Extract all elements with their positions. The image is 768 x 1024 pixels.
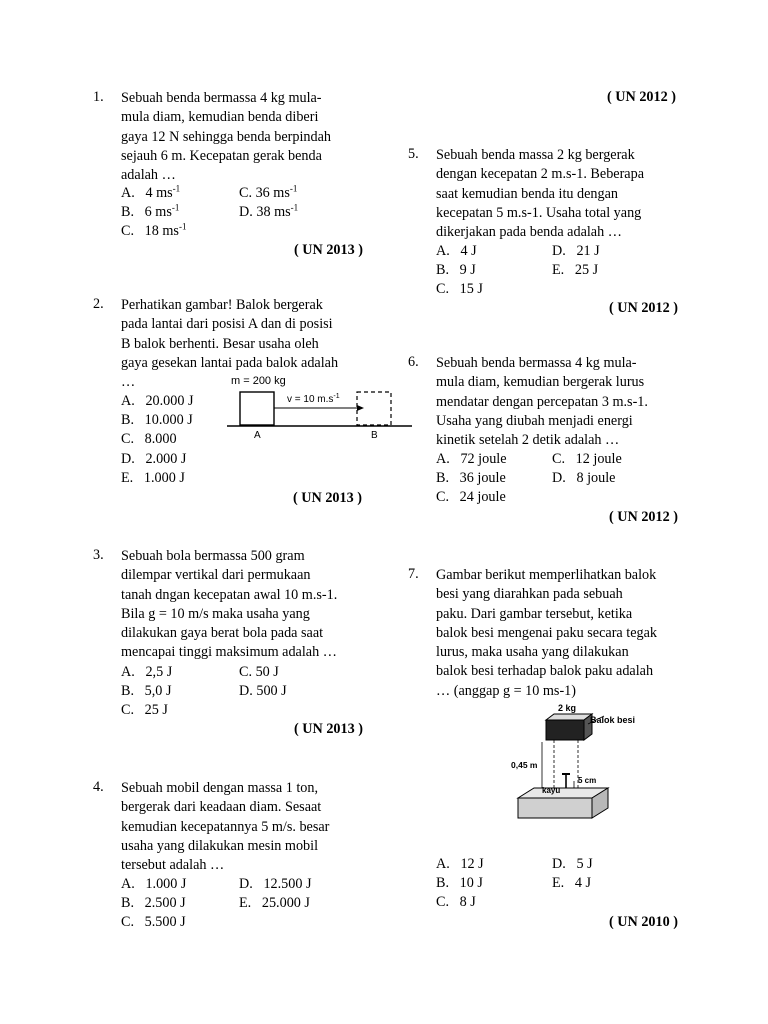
option-a[interactable] bbox=[121, 392, 194, 411]
option-a[interactable] bbox=[121, 875, 186, 894]
option-value: 10.000 J bbox=[144, 412, 193, 428]
option-label: A. bbox=[121, 664, 135, 680]
option-c2[interactable] bbox=[121, 701, 168, 720]
option-value: 36 joule bbox=[459, 470, 506, 486]
option-c2[interactable] bbox=[436, 488, 506, 507]
text-line: kemudian kecepatannya 5 m/s. besar bbox=[121, 818, 330, 835]
text-line: besi yang diarahkan pada sebuah bbox=[436, 586, 623, 603]
text-line: Perhatikan gambar! Balok bergerak bbox=[121, 297, 323, 313]
option-label: D. bbox=[552, 243, 566, 259]
option-value: 2.000 J bbox=[145, 451, 187, 467]
option-c2[interactable] bbox=[121, 222, 186, 241]
option-value: 5.500 J bbox=[144, 914, 186, 930]
option-value: 2,5 J bbox=[145, 664, 173, 680]
text-line: gaya gesekan lantai pada balok adalah bbox=[121, 354, 339, 371]
option-value: 4 J bbox=[574, 875, 592, 891]
option-sup: -1 bbox=[171, 202, 180, 213]
question-6 bbox=[408, 354, 678, 529]
question-text bbox=[436, 354, 677, 450]
question-source: ( UN 2010 ) bbox=[609, 914, 678, 930]
option-d[interactable] bbox=[239, 682, 287, 701]
option-label: B. bbox=[121, 683, 135, 699]
text-line: adalah … bbox=[121, 167, 176, 184]
option-label: B. bbox=[121, 204, 135, 220]
text-line: gaya 12 N sehingga benda berpindah bbox=[121, 128, 331, 145]
option-b[interactable] bbox=[436, 874, 483, 893]
option-a[interactable] bbox=[121, 184, 180, 203]
option-c[interactable] bbox=[436, 280, 483, 299]
option-value: 4 ms bbox=[145, 185, 173, 201]
arrow-head bbox=[357, 405, 364, 411]
option-sup: -1 bbox=[290, 202, 299, 213]
option-e[interactable] bbox=[121, 469, 185, 488]
iron-block-figure bbox=[508, 702, 658, 832]
option-label: D. bbox=[239, 683, 253, 699]
option-d[interactable] bbox=[121, 450, 186, 469]
header-source: ( UN 2012 ) bbox=[607, 89, 676, 105]
text-line: Sebuah mobil dengan massa 1 ton, bbox=[121, 780, 319, 796]
option-label: D. bbox=[552, 470, 566, 486]
option-value: 21 J bbox=[576, 243, 600, 259]
depth-label: 5 cm bbox=[578, 776, 597, 785]
option-value: 2.500 J bbox=[144, 895, 186, 911]
text-line: … bbox=[121, 374, 136, 391]
option-label: C. bbox=[121, 431, 135, 447]
option-label: E. bbox=[121, 470, 134, 486]
question-7 bbox=[408, 566, 678, 936]
option-label: A. bbox=[436, 243, 450, 259]
question-1 bbox=[93, 89, 363, 274]
question-source: ( UN 2013 ) bbox=[294, 242, 363, 258]
option-b[interactable] bbox=[121, 682, 171, 701]
option-value: 8 joule bbox=[576, 470, 616, 486]
option-sup: -1 bbox=[178, 221, 187, 232]
option-sup: -1 bbox=[172, 183, 181, 194]
option-value: 20.000 J bbox=[145, 393, 194, 409]
option-label: C. bbox=[239, 664, 253, 680]
text-line: kinetik setelah 2 detik adalah … bbox=[436, 432, 620, 449]
option-value: 15 J bbox=[459, 281, 483, 297]
option-c[interactable] bbox=[121, 430, 177, 449]
options bbox=[436, 450, 677, 510]
options bbox=[436, 242, 677, 302]
option-label: D. bbox=[121, 451, 135, 467]
question-text bbox=[121, 779, 362, 875]
option-c[interactable] bbox=[436, 893, 476, 912]
option-value: 72 joule bbox=[460, 451, 507, 467]
option-value: 10 J bbox=[459, 875, 483, 891]
text-line: mula diam, kemudian bergerak lurus bbox=[436, 374, 645, 391]
height-label: 0,45 m bbox=[511, 760, 538, 770]
option-value: 25 J bbox=[144, 702, 168, 718]
option-label: C. bbox=[239, 185, 253, 201]
option-b[interactable] bbox=[436, 469, 506, 488]
text-line: paku. Dari gambar tersebut, ketika bbox=[436, 605, 633, 622]
options bbox=[121, 663, 362, 723]
option-value: 38 ms bbox=[256, 204, 291, 220]
option-label: A. bbox=[121, 393, 135, 409]
question-text bbox=[121, 89, 362, 185]
option-e[interactable] bbox=[552, 874, 591, 893]
option-a[interactable] bbox=[436, 242, 477, 261]
point-a-label: A bbox=[254, 430, 261, 441]
option-c[interactable] bbox=[239, 184, 297, 203]
question-number: 3. bbox=[93, 547, 104, 563]
text-line: … (anggap g = 10 ms-1) bbox=[436, 682, 576, 699]
text-line: sejauh 6 m. Kecepatan gerak benda bbox=[121, 147, 322, 164]
nail-head bbox=[562, 773, 570, 775]
option-value: 36 ms bbox=[255, 185, 290, 201]
text-line: dilakukan gaya berat bola pada saat bbox=[121, 625, 324, 642]
option-label: D. bbox=[239, 876, 253, 892]
option-label: E. bbox=[552, 875, 565, 891]
text-line: balok besi mengenai paku secara tegak bbox=[436, 624, 657, 641]
question-text bbox=[121, 547, 362, 663]
text-line: saat kemudian benda itu dengan bbox=[436, 185, 619, 202]
wood-front bbox=[518, 798, 592, 818]
option-value: 4 J bbox=[460, 243, 477, 259]
question-source: ( UN 2012 ) bbox=[609, 300, 678, 316]
option-label: C. bbox=[121, 223, 135, 239]
text-line: tanah dngan kecepatan awal 10 m.s-1. bbox=[121, 586, 338, 603]
text-line: usaha yang dilakukan mesin mobil bbox=[121, 837, 319, 854]
text-line: pada lantai dari posisi A dan di posisi bbox=[121, 316, 333, 333]
text-line: mula diam, kemudian benda diberi bbox=[121, 109, 319, 126]
option-a[interactable] bbox=[121, 663, 172, 682]
option-label: C. bbox=[121, 702, 135, 718]
text-line: Sebuah bola bermassa 500 gram bbox=[121, 548, 305, 564]
option-d[interactable] bbox=[239, 875, 312, 894]
option-label: B. bbox=[121, 412, 135, 428]
option-label: C. bbox=[552, 451, 566, 467]
option-value: 1.000 J bbox=[143, 470, 185, 486]
option-label: B. bbox=[436, 262, 450, 278]
text-line: Sebuah benda bermassa 4 kg mula- bbox=[121, 90, 322, 106]
question-source: ( UN 2012 ) bbox=[609, 509, 678, 525]
velocity-label: v = 10 $m.s^{-1}$ bbox=[287, 393, 340, 405]
option-label: A. bbox=[436, 856, 450, 872]
option-value: 5,0 J bbox=[144, 683, 172, 699]
option-a[interactable] bbox=[436, 450, 507, 469]
option-value: 12.500 J bbox=[263, 876, 312, 892]
option-label: C. bbox=[436, 281, 450, 297]
option-value: 500 J bbox=[256, 683, 287, 699]
question-4 bbox=[93, 779, 363, 939]
option-value: 8 J bbox=[459, 894, 476, 910]
option-d[interactable] bbox=[552, 855, 593, 874]
block-a bbox=[240, 392, 274, 425]
option-b[interactable] bbox=[121, 894, 186, 913]
iron-block-front bbox=[546, 720, 584, 740]
option-label: A. bbox=[121, 876, 135, 892]
text-line: dilempar vertikal dari permukaan bbox=[121, 567, 311, 584]
option-value: 12 joule bbox=[575, 451, 622, 467]
point-b-label: B bbox=[371, 430, 378, 441]
option-a[interactable] bbox=[436, 855, 484, 874]
text-line: Usaha yang diubah menjadi energi bbox=[436, 412, 633, 429]
option-value: 5 J bbox=[576, 856, 593, 872]
option-c[interactable] bbox=[239, 663, 279, 682]
option-label: B. bbox=[436, 875, 450, 891]
option-label: E. bbox=[239, 895, 252, 911]
option-b[interactable] bbox=[121, 203, 179, 222]
option-b[interactable] bbox=[121, 411, 193, 430]
option-label: A. bbox=[436, 451, 450, 467]
question-source: ( UN 2013 ) bbox=[294, 721, 363, 737]
question-number: 4. bbox=[93, 779, 104, 795]
option-value: 6 ms bbox=[144, 204, 172, 220]
question-number: 1. bbox=[93, 89, 104, 105]
option-value: 12 J bbox=[460, 856, 484, 872]
text-line: Bila g = 10 m/s maka usaha yang bbox=[121, 605, 310, 622]
option-label: B. bbox=[121, 895, 135, 911]
option-label: D. bbox=[239, 204, 253, 220]
option-c[interactable] bbox=[552, 450, 622, 469]
text-line: mencapai tinggi maksimum adalah … bbox=[121, 644, 337, 661]
question-number: 6. bbox=[408, 354, 419, 370]
option-label: D. bbox=[552, 856, 566, 872]
option-c[interactable] bbox=[121, 913, 186, 932]
text-line: lurus, maka usaha yang dilakukan bbox=[436, 644, 629, 661]
block-label: Balok besi bbox=[590, 715, 636, 725]
option-label: B. bbox=[436, 470, 450, 486]
option-d[interactable] bbox=[239, 203, 298, 222]
options bbox=[436, 855, 677, 915]
question-number: 5. bbox=[408, 146, 419, 162]
options bbox=[121, 875, 362, 935]
option-label: E. bbox=[552, 262, 565, 278]
options bbox=[121, 392, 231, 492]
option-value: 25 J bbox=[574, 262, 599, 278]
question-5 bbox=[408, 146, 678, 321]
text-line: balok besi terhadap balok paku adalah bbox=[436, 663, 654, 680]
text-line: Sebuah benda bermassa 4 kg mula- bbox=[436, 355, 637, 371]
text-line: dengan kecepatan 2 m.s-1. Beberapa bbox=[436, 166, 644, 183]
question-text bbox=[436, 146, 677, 242]
option-e[interactable] bbox=[239, 894, 310, 913]
text-line: B balok berhenti. Besar usaha oleh bbox=[121, 335, 319, 352]
options bbox=[121, 184, 362, 244]
text-line: mendatar dengan percepatan 3 m.s-1. bbox=[436, 393, 648, 410]
option-d[interactable] bbox=[552, 469, 615, 488]
text-line: bergerak dari keadaan diam. Sesaat bbox=[121, 799, 322, 816]
question-text bbox=[436, 566, 677, 701]
option-value: 25.000 J bbox=[261, 895, 310, 911]
option-value: 8.000 bbox=[144, 431, 177, 447]
mass-label: 2 kg bbox=[558, 703, 577, 713]
option-b[interactable] bbox=[436, 261, 476, 280]
question-3 bbox=[93, 547, 363, 742]
option-value: 24 joule bbox=[459, 489, 506, 505]
block-motion-figure bbox=[227, 372, 417, 444]
option-e[interactable] bbox=[552, 261, 598, 280]
text-line: dikerjakan pada benda adalah … bbox=[436, 224, 622, 241]
question-number: 2. bbox=[93, 296, 104, 312]
option-value: 18 ms bbox=[144, 223, 179, 239]
option-label: C. bbox=[121, 914, 135, 930]
wood-label: kayu bbox=[542, 786, 561, 795]
text-line: Gambar berikut memperlihatkan balok bbox=[436, 567, 657, 583]
text-line: tersebut adalah … bbox=[121, 857, 225, 874]
question-2 bbox=[93, 296, 423, 511]
option-value: 9 J bbox=[459, 262, 476, 278]
option-d[interactable] bbox=[552, 242, 600, 261]
option-value: 1.000 J bbox=[145, 876, 187, 892]
option-value: 50 J bbox=[255, 664, 279, 680]
question-source: ( UN 2013 ) bbox=[293, 490, 362, 506]
question-number: 7. bbox=[408, 566, 419, 582]
text-line: kecepatan 5 m.s-1. Usaha total yang bbox=[436, 204, 642, 221]
option-label: C. bbox=[436, 894, 450, 910]
option-label: C. bbox=[436, 489, 450, 505]
text-line: Sebuah benda massa 2 kg bergerak bbox=[436, 147, 635, 163]
mass-label: m = 200 kg bbox=[231, 375, 286, 387]
option-sup: -1 bbox=[289, 183, 298, 194]
option-label: A. bbox=[121, 185, 135, 201]
